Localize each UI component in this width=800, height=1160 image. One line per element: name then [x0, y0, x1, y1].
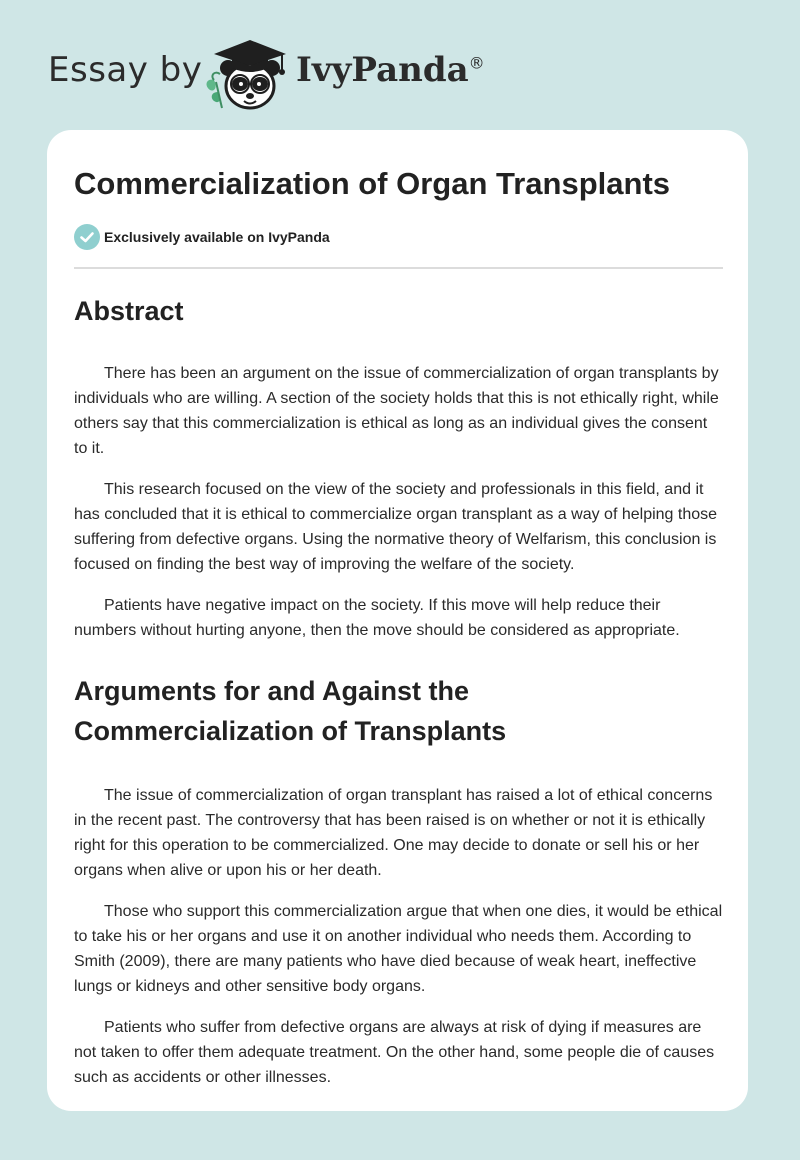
section-body-abstract	[74, 361, 723, 643]
panda-graduate-logo-icon[interactable]	[200, 34, 296, 114]
paragraph: Those who support this commercialization argue that when one dies, it would be ethical to take his or her organs and use it on another individual who needs them. According to Smith (2009), there are many patients who have died because of weak heart, ineffective lungs or kidneys and other sensitive body organs.	[74, 903, 723, 995]
paragraph: Patients who suffer from defective organs are always at risk of dying if measures are not taken to offer them adequate treatment. On the other hand, some people die of causes such as accidents or other illnesses.	[74, 1019, 715, 1086]
section-heading-line: Commercialization of Transplants	[74, 716, 507, 746]
exclusive-badge-label: Exclusively available on IvyPanda	[104, 229, 330, 245]
brand-header	[48, 28, 488, 118]
section-heading-line: Arguments for and Against the	[74, 676, 470, 706]
exclusive-badge	[74, 223, 723, 251]
paragraph: There has been an argument on the issue of commercialization of organ transplants by individuals who are willing. A section of the society holds that this is not ethically right, while others say that this commercialization is ethical as long as an individual gives the consent to it.	[74, 365, 719, 457]
page-title: Commercialization of Organ Transplants	[74, 166, 671, 201]
registered-mark: ®	[468, 53, 485, 73]
section-heading-abstract: Abstract	[74, 296, 184, 326]
brand-prefix: Essay by	[48, 50, 203, 90]
title-divider	[74, 267, 723, 269]
check-circle-icon	[74, 224, 100, 250]
brand-name-text: IvyPanda	[296, 50, 469, 90]
paragraph: The issue of commercialization of organ transplant has raised a lot of ethical concerns in the recent past. The controversy that has been raised is on whether or not it is ethically right for this operation to be commercialized. One may decide to donate or sell his or her organs when alive or upon his or her death.	[74, 787, 713, 879]
paragraph: This research focused on the view of the society and professionals in this field, and it has concluded that it is ethical to commercialize organ transplant as a way of helping those suffering from defective organs. Using the normative theory of Welfarism, this conclusion is focused on finding the best way of improving the welfare of the society.	[74, 481, 718, 573]
section-heading-arguments	[74, 671, 723, 751]
essay-card	[47, 130, 748, 1111]
paragraph: Patients have negative impact on the society. If this move will help reduce their numbers without hurting anyone, then the move should be considered as appropriate.	[74, 597, 680, 639]
brand-name[interactable]	[296, 50, 485, 90]
section-body-arguments	[74, 783, 723, 1090]
ivy-leaf-icon	[207, 73, 222, 108]
essay-content	[74, 160, 723, 1090]
